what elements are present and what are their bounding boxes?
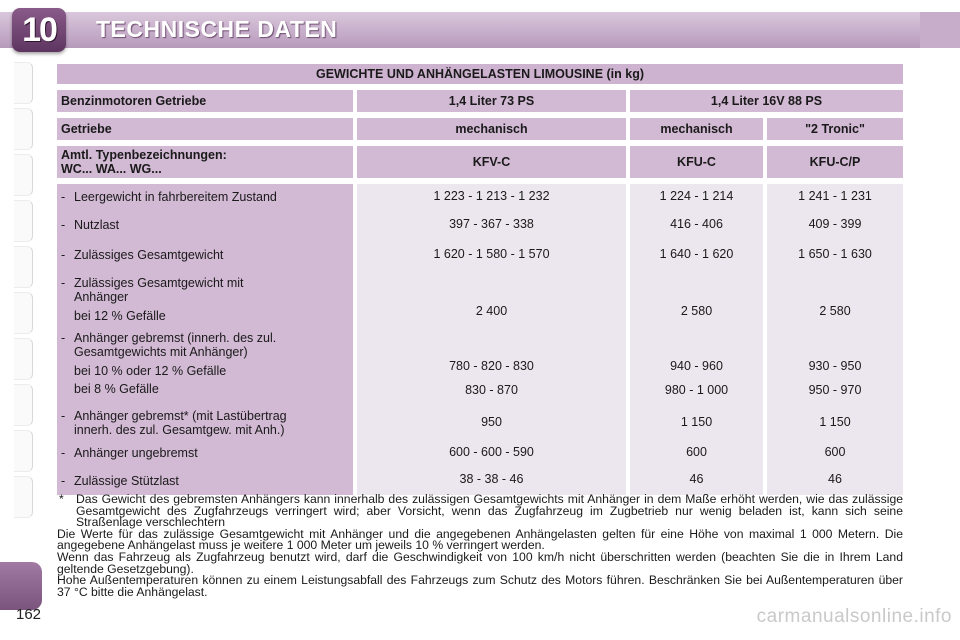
row-dash: - (61, 248, 66, 262)
note-paragraph: Wenn das Fahrzeug als Zugfahrzeug benutzt wird, darf die Geschwindigkeit von 100 km/h nicht überschritten werden (beachten Sie die in Ihrem Land geltende Gesetzgebung). (57, 549, 903, 576)
row-value-c2: 416 - 406 (626, 211, 763, 239)
row-value-c2: 980 - 1 000 (626, 381, 763, 403)
row-value-c1: 397 - 367 - 338 (353, 211, 626, 239)
type-label (57, 146, 353, 178)
row-value-c1: 2 400 (353, 269, 626, 326)
row-value-c1: 950 (353, 403, 626, 440)
gearbox-c2: mechanisch (626, 118, 763, 140)
weights-table (57, 64, 903, 495)
row-value-c2: 600 (626, 440, 763, 467)
row-value-c3: 950 - 970 (763, 381, 903, 403)
row-value-c3: 600 (763, 440, 903, 467)
table-row (57, 211, 903, 239)
chapter-tab[interactable] (14, 108, 33, 150)
table-row (57, 403, 903, 440)
row-label-text: Anhänger ungebremst (74, 446, 198, 460)
row-value-c1: 600 - 600 - 590 (353, 440, 626, 467)
row-label (57, 440, 353, 467)
row-label (57, 269, 353, 326)
row-label-continuation: Gesamtgewichts mit Anhänger) (74, 345, 248, 359)
type-c3: KFU-C/P (763, 146, 903, 178)
row-dash: - (61, 276, 66, 290)
page-header (0, 0, 960, 56)
chapter-tab[interactable] (14, 154, 33, 196)
chapter-tab[interactable] (14, 200, 33, 242)
row-dash: - (61, 409, 66, 423)
row-label-text: Nutzlast (74, 218, 120, 232)
table-caption: GEWICHTE UND ANHÄNGELASTEN LIMOUSINE (in kg) (57, 64, 903, 84)
row-label (57, 326, 353, 381)
row-value-c3: 2 580 (763, 269, 903, 326)
table-row (57, 381, 903, 403)
row-value-c3: 46 (763, 467, 903, 495)
table-caption-row (57, 64, 903, 84)
row-value-c2: 46 (626, 467, 763, 495)
footnote-text: Das Gewicht des gebremsten Anhängers kann innerhalb des zulässigen Gesamtgewichts mit Anhänger in dem Maße erhöht werden, wie das zulässige Gesamtgewicht des Zugfahrzeugs verringert wird; aber Vorsicht, wenn das Zugfahrzeug im Zugbetrieb nur wenig beladen ist, kann sich seine Straßenlage verschlechtern (76, 492, 903, 530)
row-label-text: Zulässige Stützlast (74, 474, 179, 488)
row-label-continuation: innerh. des zul. Gesamtgew. mit Anh.) (74, 423, 285, 437)
row-dash: - (61, 474, 66, 488)
row-label-text: Leergewicht in fahrbereitem Zustand (74, 190, 277, 204)
row-dash: - (61, 446, 66, 460)
row-label (57, 381, 353, 403)
row-label-continuation: Anhänger (74, 290, 129, 304)
row-dash: - (61, 190, 66, 204)
row-value-c2: 2 580 (626, 269, 763, 326)
gearbox-c1: mechanisch (353, 118, 626, 140)
table-row (57, 239, 903, 269)
engine-col-b: 1,4 Liter 16V 88 PS (626, 90, 903, 112)
row-value-c2: 1 640 - 1 620 (626, 239, 763, 269)
row-label-text: Anhänger gebremst* (mit Lastübertrag (74, 409, 287, 423)
type-header-row (57, 146, 903, 178)
page-title: TECHNISCHE DATEN (96, 16, 338, 42)
table-row (57, 467, 903, 495)
gearbox-c3: "2 Tronic" (763, 118, 903, 140)
footnote-marker: * (59, 492, 64, 506)
chapter-tab-active[interactable] (0, 562, 42, 610)
row-label (57, 403, 353, 440)
chapter-tab[interactable] (14, 338, 33, 380)
chapter-tab-rail (0, 62, 32, 582)
table-row (57, 269, 903, 326)
engine-col-a: 1,4 Liter 73 PS (353, 90, 626, 112)
header-bar-end (920, 12, 960, 48)
row-label (57, 184, 353, 211)
row-sublabel: bei 12 % Gefälle (74, 309, 166, 323)
table-row (57, 184, 903, 211)
row-value-c1: 1 620 - 1 580 - 1 570 (353, 239, 626, 269)
row-value-c2: 1 150 (626, 403, 763, 440)
page-number: 162 (16, 606, 42, 623)
row-value-c1: 38 - 38 - 46 (353, 467, 626, 495)
watermark: carmanualsonline.info (756, 606, 952, 627)
notes-section (57, 494, 903, 598)
row-value-c1: 780 - 820 - 830 (353, 326, 626, 381)
row-value-c3: 1 150 (763, 403, 903, 440)
footnote (57, 494, 903, 529)
engine-header-row (57, 90, 903, 112)
note-paragraph: Die Werte für das zulässige Gesamtgewicht mit Anhänger und die angegebenen Anhängelasten gelten für eine Höhe von maximal 1 000 Metern. Die angegebene Anhängelast muss je weitere 1 000 Meter um jeweils 10 % verringert werden. (57, 526, 903, 553)
row-label (57, 239, 353, 269)
chapter-tab[interactable] (14, 292, 33, 334)
row-value-c3: 1 241 - 1 231 (763, 184, 903, 211)
chapter-tab[interactable] (14, 62, 33, 104)
chapter-tab[interactable] (14, 476, 33, 518)
row-label-text: Zulässiges Gesamtgewicht mit (74, 276, 244, 290)
gearbox-label: Getriebe (57, 118, 353, 140)
type-label-line2: WC... WA... WG... (61, 162, 162, 176)
row-value-c1: 830 - 870 (353, 381, 626, 403)
row-dash: - (61, 218, 66, 232)
chapter-tab[interactable] (14, 246, 33, 288)
type-label-line1: Amtl. Typenbezeichnungen: (61, 148, 227, 162)
chapter-tab[interactable] (14, 384, 33, 426)
row-sublabel: bei 8 % Gefälle (74, 382, 159, 396)
engine-label: Benzinmotoren Getriebe (57, 90, 353, 112)
row-dash: - (61, 331, 66, 345)
type-c2: KFU-C (626, 146, 763, 178)
row-label (57, 467, 353, 495)
row-value-c3: 1 650 - 1 630 (763, 239, 903, 269)
table-row (57, 440, 903, 467)
row-value-c3: 409 - 399 (763, 211, 903, 239)
row-value-c2: 1 224 - 1 214 (626, 184, 763, 211)
table-row (57, 326, 903, 381)
row-value-c3: 930 - 950 (763, 326, 903, 381)
chapter-tab[interactable] (14, 430, 33, 472)
row-label-text: Anhänger gebremst (innerh. des zul. (74, 331, 277, 345)
row-value-c1: 1 223 - 1 213 - 1 232 (353, 184, 626, 211)
type-c1: KFV-C (353, 146, 626, 178)
chapter-number-badge: 10 (12, 8, 66, 52)
gearbox-header-row (57, 118, 903, 140)
row-label-text: Zulässiges Gesamtgewicht (74, 248, 224, 262)
note-paragraph: Hohe Außentemperaturen können zu einem Leistungsabfall des Fahrzeugs zum Schutz des Motors führen. Beschränken Sie bei Außentemperaturen über 37 °C bitte die Anhängelast. (57, 573, 903, 599)
row-label (57, 211, 353, 239)
row-sublabel: bei 10 % oder 12 % Gefälle (74, 364, 227, 378)
row-value-c2: 940 - 960 (626, 326, 763, 381)
